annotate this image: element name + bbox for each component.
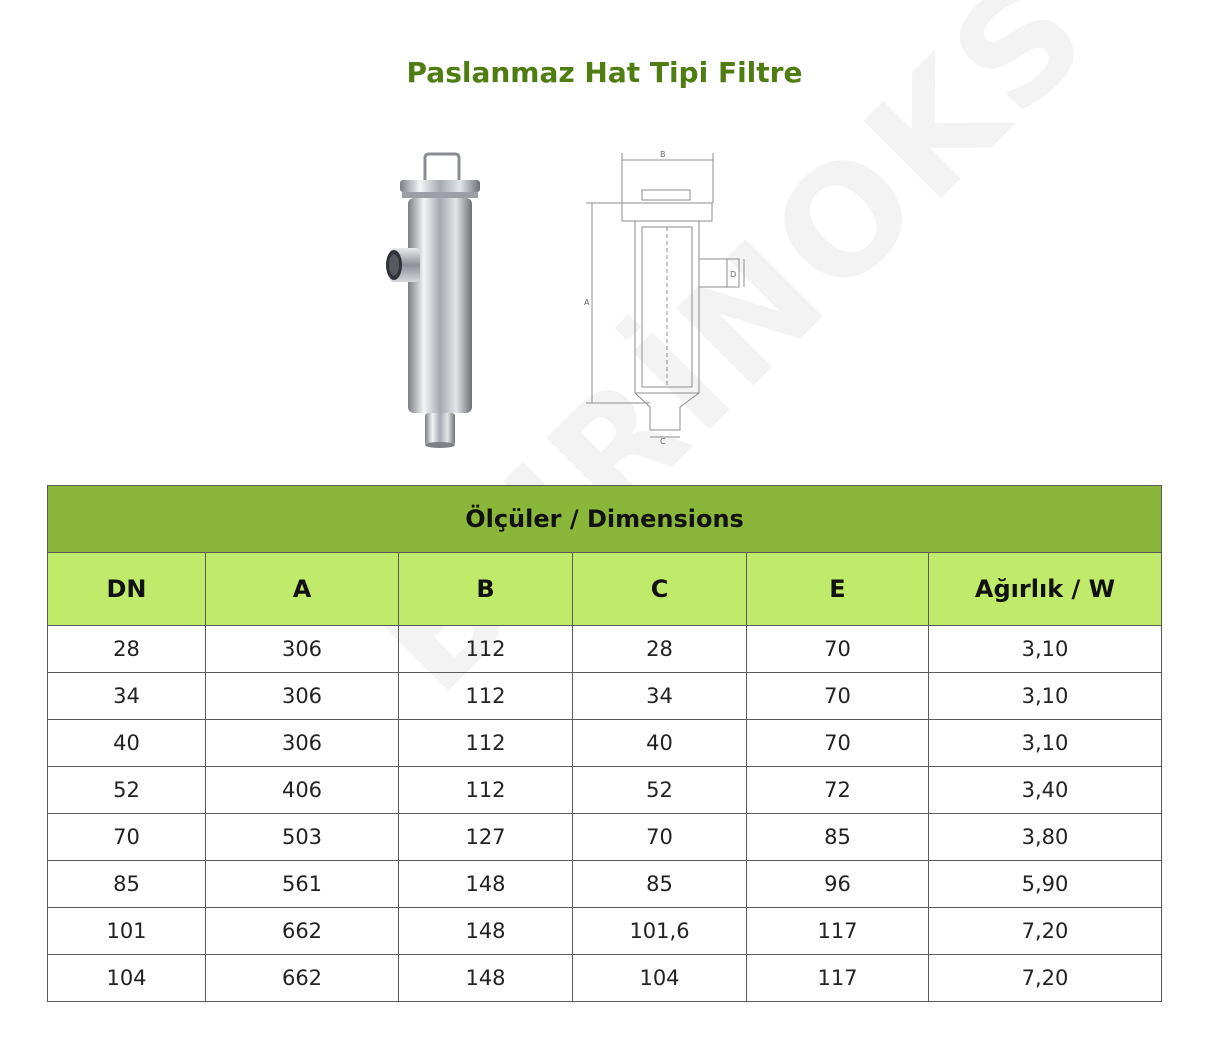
table-cell: 101 (48, 908, 206, 955)
table-cell: 112 (399, 673, 573, 720)
table-cell: 34 (573, 673, 747, 720)
table-cell: 117 (747, 955, 929, 1002)
column-header: A (206, 553, 399, 626)
table-cell: 112 (399, 720, 573, 767)
page-title: Paslanmaz Hat Tipi Filtre (406, 56, 803, 89)
table-cell: 104 (573, 955, 747, 1002)
table-cell: 561 (206, 861, 399, 908)
table-cell: 148 (399, 908, 573, 955)
table-row (48, 720, 1162, 767)
table-row (48, 861, 1162, 908)
table-cell: 112 (399, 767, 573, 814)
drawing-label-b: B (660, 150, 666, 159)
technical-drawing (580, 145, 760, 445)
table-cell: 306 (206, 673, 399, 720)
table-cell: 104 (48, 955, 206, 1002)
table-cell: 72 (747, 767, 929, 814)
table-cell: 70 (48, 814, 206, 861)
column-header: Ağırlık / W (929, 553, 1162, 626)
table-cell: 148 (399, 861, 573, 908)
table-cell: 662 (206, 955, 399, 1002)
table-cell: 3,80 (929, 814, 1162, 861)
drawing-label-d: D (730, 270, 737, 279)
table-cell: 70 (747, 673, 929, 720)
table-row (48, 955, 1162, 1002)
table-cell: 40 (573, 720, 747, 767)
table-cell: 5,90 (929, 861, 1162, 908)
table-cell: 85 (747, 814, 929, 861)
table-cell: 85 (573, 861, 747, 908)
column-header: DN (48, 553, 206, 626)
table-row (48, 908, 1162, 955)
table-cell: 3,10 (929, 673, 1162, 720)
table-row (48, 626, 1162, 673)
table-cell: 40 (48, 720, 206, 767)
table-cell: 662 (206, 908, 399, 955)
table-cell: 70 (747, 626, 929, 673)
table-cell: 148 (399, 955, 573, 1002)
table-cell: 306 (206, 626, 399, 673)
table-cell: 306 (206, 720, 399, 767)
table-cell: 52 (48, 767, 206, 814)
table-row (48, 767, 1162, 814)
table-cell: 3,40 (929, 767, 1162, 814)
table-cell: 112 (399, 626, 573, 673)
table-cell: 117 (747, 908, 929, 955)
table-cell: 503 (206, 814, 399, 861)
table-cell: 101,6 (573, 908, 747, 955)
table-cell: 70 (573, 814, 747, 861)
table-caption-row (48, 486, 1162, 553)
table-cell: 7,20 (929, 955, 1162, 1002)
table-cell: 3,10 (929, 626, 1162, 673)
table-cell: 28 (48, 626, 206, 673)
product-photo (380, 150, 480, 450)
table-cell: 70 (747, 720, 929, 767)
table-cell: 85 (48, 861, 206, 908)
table-row (48, 673, 1162, 720)
table-cell: 28 (573, 626, 747, 673)
table-cell: 406 (206, 767, 399, 814)
table-cell: 3,10 (929, 720, 1162, 767)
drawing-label-a: A (584, 298, 590, 307)
table-header-row (48, 553, 1162, 626)
table-caption: Ölçüler / Dimensions (48, 486, 1162, 553)
dimensions-table (47, 485, 1162, 1002)
column-header: C (573, 553, 747, 626)
table-cell: 52 (573, 767, 747, 814)
table-cell: 7,20 (929, 908, 1162, 955)
column-header: B (399, 553, 573, 626)
table-row (48, 814, 1162, 861)
table-cell: 127 (399, 814, 573, 861)
column-header: E (747, 553, 929, 626)
table-cell: 96 (747, 861, 929, 908)
drawing-label-c: C (660, 437, 666, 445)
table-cell: 34 (48, 673, 206, 720)
